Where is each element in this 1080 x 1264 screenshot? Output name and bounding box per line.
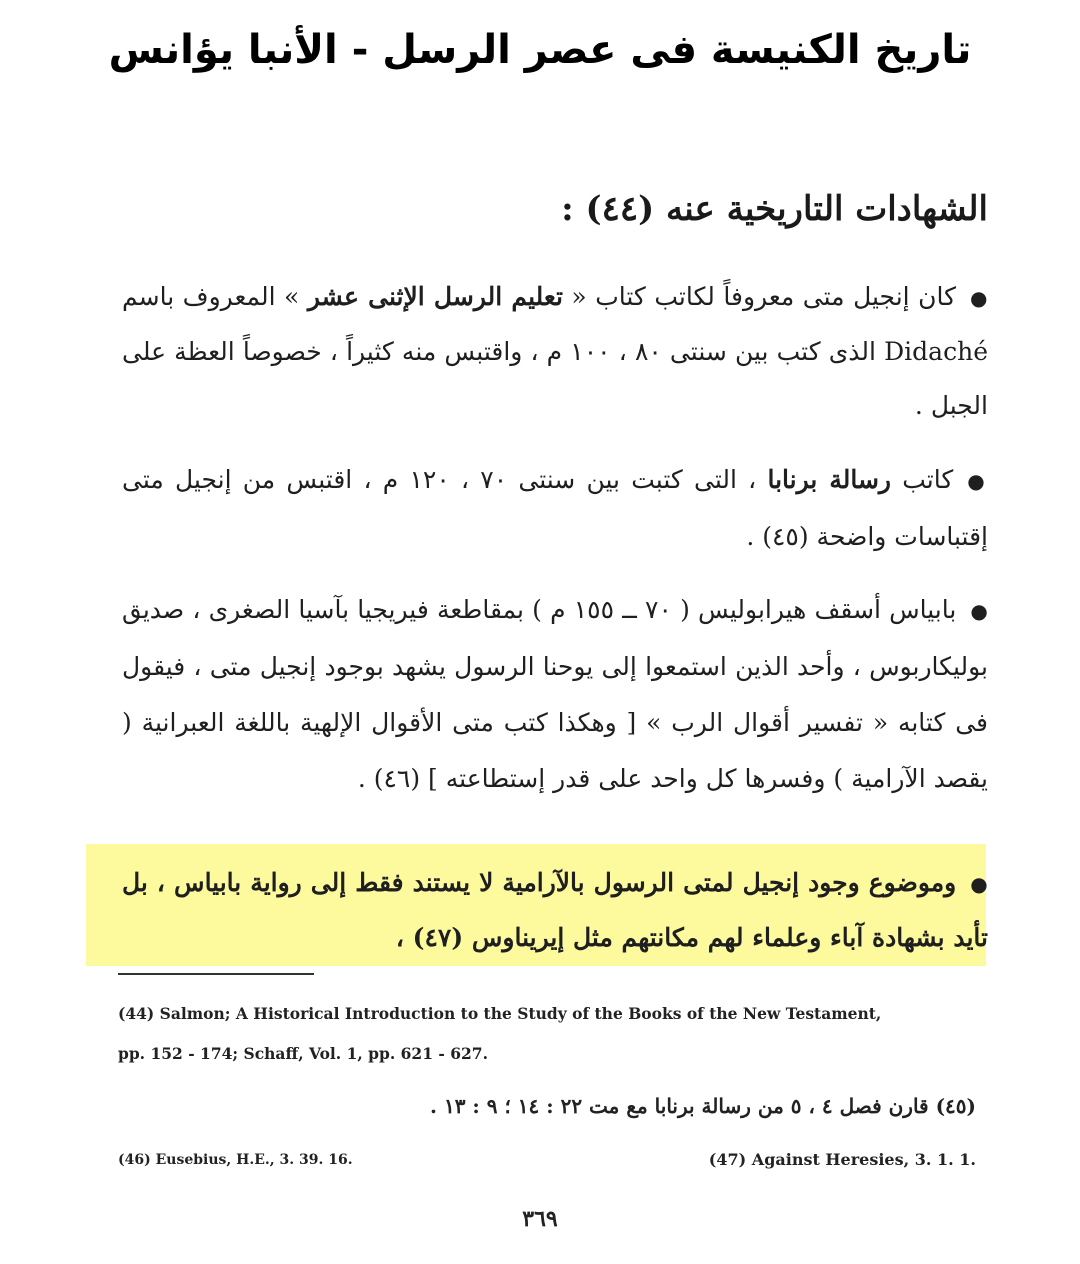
paragraph-text: وموضوع وجود إنجيل لمتى الرسول بالآرامية لا يستند فقط إلى رواية بابياس ، بل تأيد بشهادة آباء وعلماء لهم مكانتهم مثل إيريناوس (٤٧) ،: [122, 868, 988, 952]
paragraph-papias: [122, 582, 988, 807]
footnote-47: (47) Against Heresies, 3. 1. 1.: [708, 1150, 976, 1169]
footnote-44-line-1: (44) Salmon; A Historical Introduction to the Study of the Books of the New Testament,: [118, 1004, 882, 1023]
paragraph-text: » المعروف باسم Didaché الذى كتب بين سنتى ٨٠ ، ١٠٠ م ، واقتبس منه كثيراً ، خصوصاً العظة على الجبل .: [122, 282, 988, 420]
paragraph-text: كاتب: [891, 465, 954, 494]
paragraph-didache: [122, 270, 988, 433]
footnote-44-line-2: pp. 152 - 174; Schaff, Vol. 1, pp. 621 - 627.: [118, 1044, 488, 1063]
paragraph-text: ، التى كتبت بين سنتى ٧٠ ، ١٢٠ م ، اقتبس من إنجيل متى إقتباسات واضحة (٤٥) .: [122, 465, 988, 551]
footnote-divider: [118, 973, 314, 975]
footnote-46: (46) Eusebius, H.E., 3. 39. 16.: [118, 1152, 353, 1168]
footnote-45: (٤٥) قارن فصل ٤ ، ٥ من رسالة برنابا مع مت ٢٢ : ١٤ ؛ ٩ : ١٣ .: [430, 1094, 976, 1118]
paragraph-aramaic: [122, 856, 988, 965]
paragraph-barnabas: [122, 452, 988, 565]
paragraph-emphasis: رسالة برنابا: [767, 465, 892, 494]
bullet-icon: ●: [969, 286, 988, 310]
page-title: تاريخ الكنيسة فى عصر الرسل - الأنبا يؤانس: [108, 27, 972, 73]
bullet-icon: ●: [967, 469, 988, 493]
paragraph-text: كان إنجيل متى معروفاً لكاتب كتاب «: [562, 282, 956, 311]
section-heading: الشهادات التاريخية عنه (٤٤) :: [561, 189, 988, 229]
paragraph-text: بابياس أسقف هيرابوليس ( ٧٠ ــ ١٥٥ م ) بمقاطعة فيريجيا بآسيا الصغرى ، صديق بوليكاربوس ، وأحد الذين استمعوا إلى يوحنا الرسول يشهد بوجود إنجيل متى ، فيقول فى كتابه « تفسير أقوال الرب » [ وهكذا كتب متى الأقوال الإلهية باللغة العبرانية ( يقصد الآرامية ) وفسرها كل واحد على قدر إستطاعته ] (٤٦) .: [122, 595, 988, 793]
page-number: ٣٦٩: [522, 1206, 558, 1232]
bullet-icon: ●: [970, 872, 988, 896]
paragraph-emphasis: تعليم الرسل الإثنى عشر: [307, 282, 563, 311]
bullet-icon: ●: [970, 599, 989, 623]
